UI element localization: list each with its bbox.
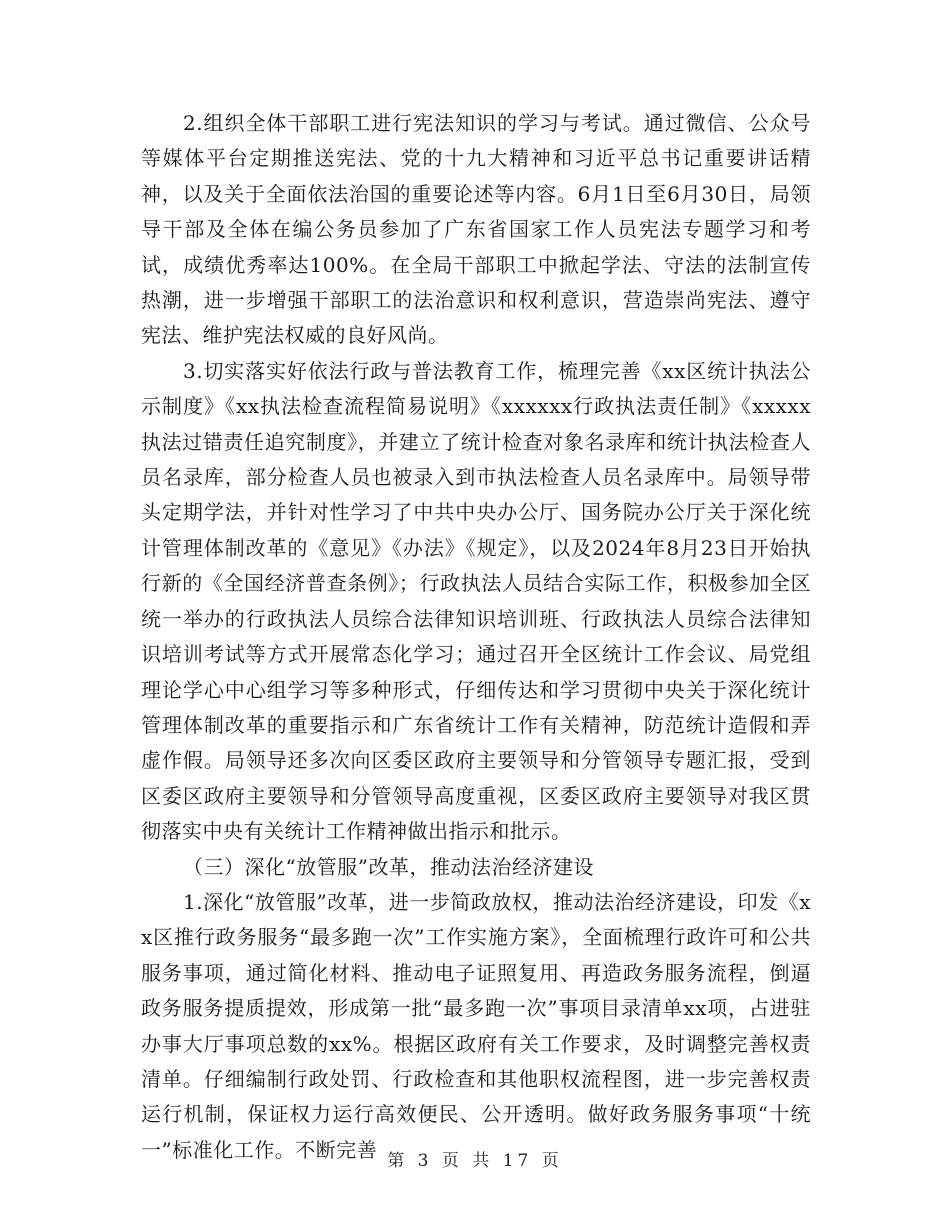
paragraph-constitution-study: 2.组织全体干部职工进行宪法知识的学习与考试。通过微信、公众号等媒体平台定期推送宪法、党的十九大精神和习近平总书记重要讲话精神，以及关于全面依法治国的重要论述等内容。6月1日至6月30日，局领导干部及全体在编公务员参加了广东省国家工作人员宪法专题学习和考试，成绩优秀率达100%。在全局干部职工中掀起学法、守法的法制宣传热潮，进一步增强干部职工的法治意识和权利意识，营造崇尚宪法、遵守宪法、维护宪法权威的良好风尚。 bbox=[141, 111, 811, 348]
page-number-footer: 第 3 页 共 17 页 bbox=[387, 1151, 563, 1171]
paragraph-law-enforcement: 3.切实落实好依法行政与普法教育工作，梳理完善《xx区统计执法公示制度》《xx执法检查流程简易说明》《xxxxxx行政执法责任制》《xxxxx执法过错责任追究制度》，并建立了统计检查对象名录库和统计执法检查人员名录库，部分检查人员也被录入到市执法检查人员名录库中。局领导带头定期学法，并针对性学习了中共中央办公厅、国务院办公厅关于深化统计管理体制改革的《意见》《办法》《规定》，以及2024年8月23日开始执行新的《全国经济普查条例》；行政执法人员结合实际工作，积极参加全区统一举办的行政执法人员综合法律知识培训班、行政执法人员综合法律知识培训考试等方式开展常态化学习；通过召开全区统计工作会议、局党组理论学心中心组学习等多种形式，仔细传达和学习贯彻中央关于深化统计管理体制改革的重要指示和广东省统计工作有关精神，防范统计造假和弄虚作假。局领导还多次向区委区政府主要领导和分管领导专题汇报，受到区委区政府主要领导和分管领导高度重视，区委区政府主要领导对我区贯彻落实中央有关统计工作精神做出指示和批示。 bbox=[141, 358, 811, 844]
document-body bbox=[141, 106, 811, 1168]
section-heading: （三）深化“放管服”改革，推动法治经济建设 bbox=[183, 854, 594, 879]
paragraph-reform: 1.深化“放管服”改革，进一步简政放权，推动法治经济建设，印发《xx区推行政务服务“最多跑一次”工作实施方案》，全面梳理行政许可和公共服务事项，通过简化材料、推动电子证照复用、再造政务服务流程，倒逼政务服务提质提效，形成第一批“最多跑一次”事项目录清单xx项，占进驻办事大厅事项总数的xx%。根据区政府有关工作要求，及时调整完善权责清单。仔细编制行政处罚、行政检查和其他职权流程图，进一步完善权责运行机制，保证权力运行高效便民、公开透明。做好政务服务事项“十统一”标准化工作。不断完善 bbox=[141, 889, 811, 1162]
